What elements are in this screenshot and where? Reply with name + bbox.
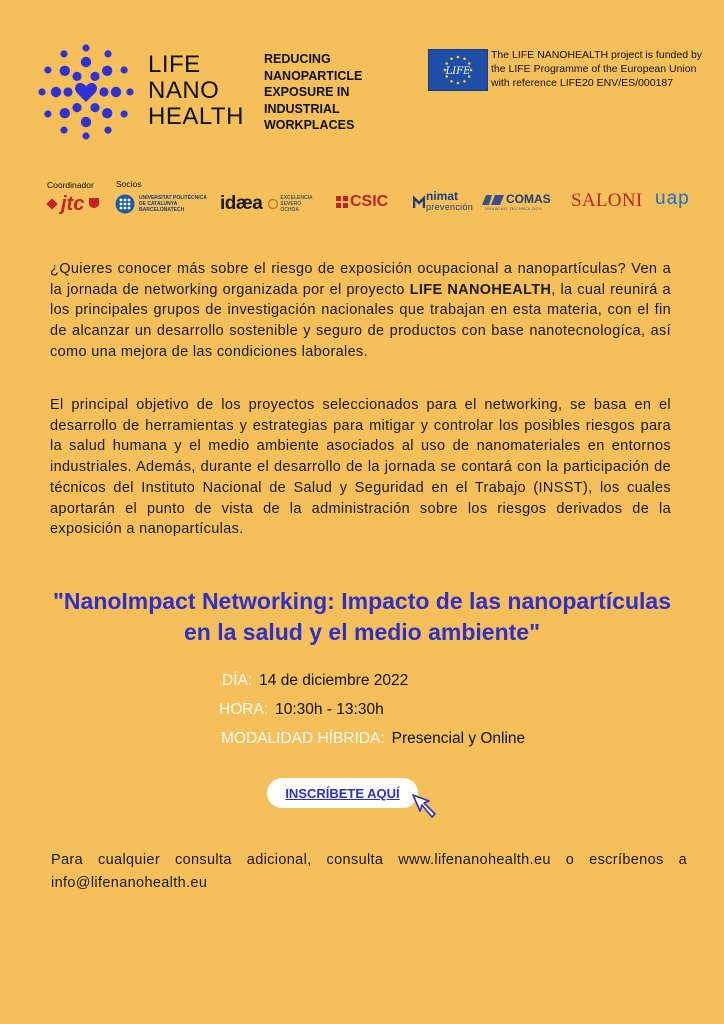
event-mode-row xyxy=(221,730,525,748)
logo-dot xyxy=(51,87,61,97)
partner-logo-nimat xyxy=(413,190,473,214)
partner-logo-upc xyxy=(115,193,207,215)
logo-dot xyxy=(60,108,70,118)
upc-line: DE CATALUNYA xyxy=(139,201,178,207)
contact-paragraph: Para cualquier consulta adicional, consulta www.lifenanohealth.eu o escríbenos a info@lifenanohealth.eu xyxy=(51,852,687,891)
logo-dot xyxy=(44,110,51,117)
severo-line: SEVERO xyxy=(280,201,302,207)
nimat-subtext: prevención xyxy=(426,202,474,212)
partner-logo-idaea xyxy=(220,192,313,216)
comas-text: COMAS xyxy=(506,192,551,206)
day-value: 14 de diciembre 2022 xyxy=(259,672,409,689)
mode-label: MODALIDAD HÍBRIDA: xyxy=(221,730,385,747)
upc-line: BARCELONATECH xyxy=(139,207,185,213)
logo-dot xyxy=(121,66,128,73)
eu-star xyxy=(468,62,471,65)
logo-dot xyxy=(72,103,81,112)
project-tagline xyxy=(264,51,362,134)
csic-text: CSIC xyxy=(350,193,389,210)
logo-dot xyxy=(81,57,91,67)
tagline-line: WORKPLACES xyxy=(264,118,355,132)
tagline-line: INDUSTRIAL xyxy=(264,101,340,116)
event-title-line: en la salud y el medio ambiente" xyxy=(183,619,541,645)
uap-text: uap xyxy=(655,188,690,209)
logo-dot xyxy=(60,66,70,76)
tagline-line: NANOPARTICLE xyxy=(264,68,363,83)
logo-dot xyxy=(111,87,121,97)
time-label: HORA: xyxy=(219,701,269,718)
project-name-bold: LIFE NANOHEALTH xyxy=(409,281,552,298)
csic-mark-icon xyxy=(336,196,348,208)
logo-dot xyxy=(82,132,89,139)
severo-ochoa-icon xyxy=(268,197,278,211)
life-flag-text: LIFE xyxy=(445,66,471,77)
coordinator-label: Coordinador xyxy=(47,180,94,190)
idaea-text: idæa xyxy=(220,193,263,214)
logo-dot xyxy=(102,108,112,118)
life-nanohealth-logo-icon xyxy=(36,42,136,142)
partner-logo-jtc xyxy=(46,193,100,215)
partner-logo-uap xyxy=(655,188,690,210)
eu-star xyxy=(457,82,460,85)
event-day-row xyxy=(222,672,408,690)
event-title xyxy=(20,586,704,648)
tagline-line: REDUCING xyxy=(264,52,331,66)
brand-line-2: NANO xyxy=(148,77,220,104)
eu-star xyxy=(463,80,466,83)
logo-dot xyxy=(121,110,128,117)
logo-dot xyxy=(81,117,91,127)
logo-dot xyxy=(60,127,67,134)
eu-life-flag xyxy=(428,49,488,91)
comas-mark-icon xyxy=(481,194,505,206)
intro-text: , la cual reunirá a los principales grupos de investigación nacionales que trabajan en esta materia, con el fin de alcanzar un desarrollo sostenible y seguro de productos con base nanotecnologíca, así como una mejora de las condiciones laborales. xyxy=(50,281,671,360)
funding-notice: The LIFE NANOHEALTH project is funded by the LIFE Programme of the European Union with reference LIFE20 ENV/ES/000187 xyxy=(491,49,703,89)
logo-dot xyxy=(104,50,111,57)
eu-star xyxy=(463,57,466,60)
logo-dot xyxy=(104,127,111,134)
jtc-mark-icon xyxy=(46,198,58,210)
event-time-row xyxy=(219,701,384,719)
register-button[interactable]: INSCRÍBETE AQUÍ xyxy=(267,778,418,808)
logo-dot xyxy=(90,103,99,112)
nimat-mark-icon xyxy=(413,195,425,209)
eu-star xyxy=(457,56,460,59)
saloni-text: SALONI xyxy=(571,190,643,211)
tagline-line: EXPOSURE IN xyxy=(264,85,350,99)
upc-line: UNIVERSITAT POLITÈCNICA xyxy=(139,195,207,201)
eu-stars-icon xyxy=(429,50,487,90)
logo-dot xyxy=(102,66,112,76)
time-value: 10:30h - 13:30h xyxy=(275,701,384,718)
eu-star xyxy=(450,80,453,83)
jtc-shield-icon xyxy=(88,197,100,211)
logo-dot xyxy=(60,50,67,57)
intro-paragraph-2: El principal objetivo de los proyectos seleccionados para el networking, se basa en el desarrollo de herramientas y estrategias para mitigar y controlar los posibles riesgos para la salud humana y el medio ambiente asociados al uso de nanomateriales en entornos industriales. Además, durante el desarrollo de la jornada se contará con la participación de técnicos del Instituto Nacional de Salud y Seguridad en el Trabajo (INSST), los cuales aportarán el punto de vista de la administración sobre los riesgos derivados de la exposición a nanopartículas. xyxy=(50,397,671,538)
partner-logo-saloni xyxy=(571,190,642,212)
partner-logo-comas xyxy=(481,190,551,214)
logo-dot xyxy=(82,44,89,51)
brand-line-1: LIFE xyxy=(148,51,201,78)
brand-line-3: HEALTH xyxy=(148,103,244,130)
logo-dot xyxy=(99,87,108,96)
intro-paragraph-1 xyxy=(50,259,671,363)
severo-line: EXCELENCIA xyxy=(280,195,313,201)
logo-dot xyxy=(72,72,81,81)
severo-line: OCHOA xyxy=(280,207,299,213)
nimat-text: nimat xyxy=(426,189,459,203)
intro-text: ¿Quieres conocer más sobre el riesgo de exposición ocupacional a nanopartículas? Ven a la jornada de networking organizada por el proyecto xyxy=(50,261,671,298)
day-label: DÍA: xyxy=(222,672,253,689)
brand-name xyxy=(148,52,244,130)
comas-subtext: DRAWING TECHNOLOGY xyxy=(485,206,543,211)
eu-star xyxy=(445,62,448,65)
upc-seal-icon xyxy=(115,194,135,214)
heart-icon xyxy=(75,83,97,102)
pointer-arrow-icon xyxy=(410,792,440,822)
logo-dot xyxy=(126,88,133,95)
mode-value: Presencial y Online xyxy=(391,730,526,747)
eu-star xyxy=(450,57,453,60)
partner-logo-csic xyxy=(336,192,388,212)
logo-dot xyxy=(90,72,99,81)
logo-dot xyxy=(63,87,72,96)
partners-label: Socios xyxy=(116,179,142,189)
logo-dot xyxy=(44,66,51,73)
logo-dot xyxy=(38,88,45,95)
event-title-line: "NanoImpact Networking: Impacto de las nanopartículas xyxy=(53,588,671,614)
jtc-text: jtc xyxy=(61,193,85,215)
